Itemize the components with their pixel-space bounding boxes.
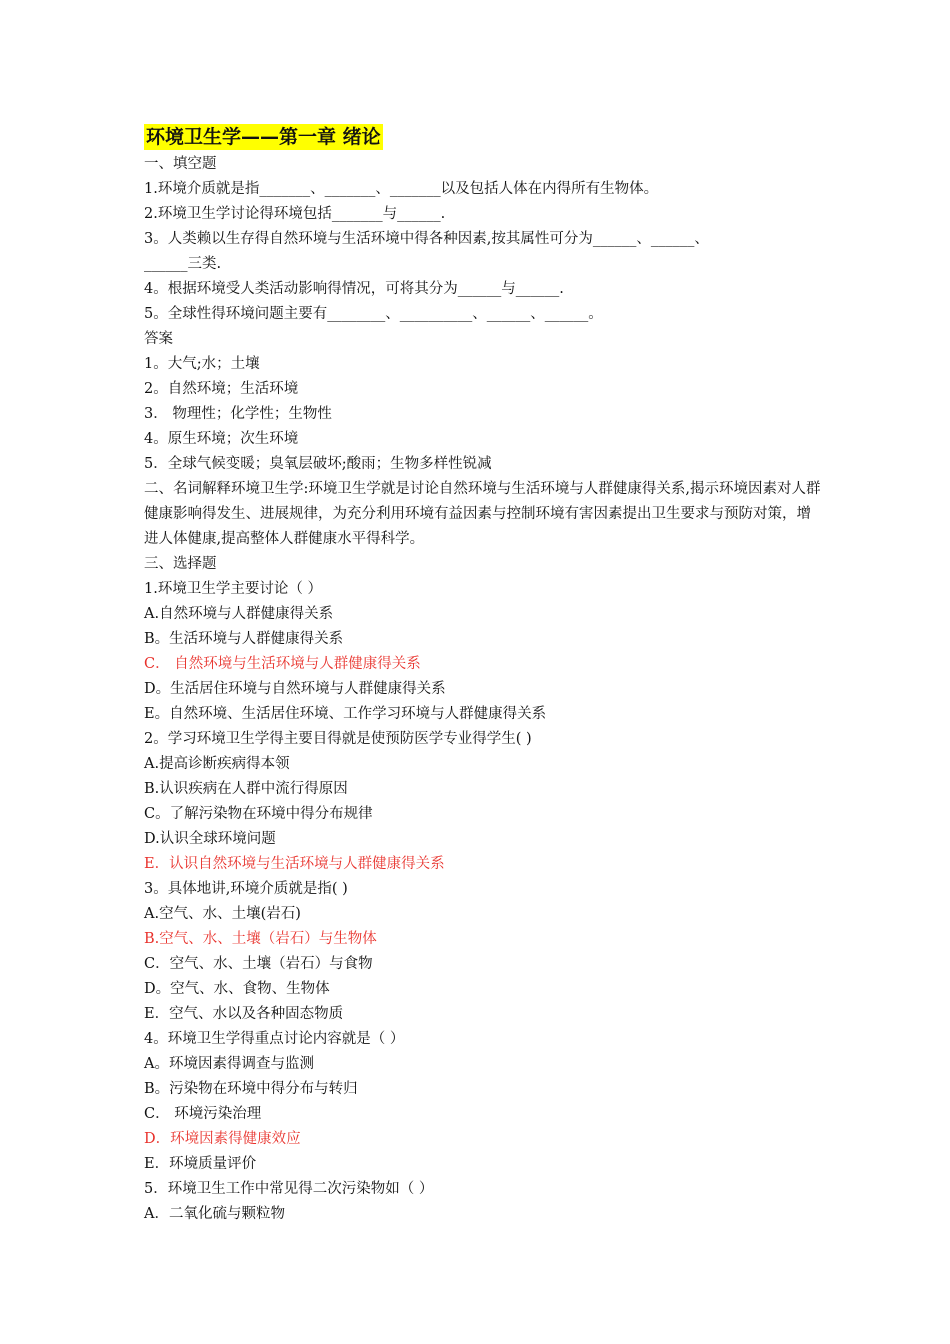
text-line: ______三类. <box>144 256 222 272</box>
text-line: E．空气、水以及各种固态物质 <box>144 1006 344 1022</box>
text-line: 三、选择题 <box>144 556 217 572</box>
text-line: 5。全球性得环境问题主要有________、__________、______、______。 <box>144 306 603 322</box>
text-line: E．认识自然环境与生活环境与人群健康得关系 <box>144 856 445 872</box>
text-line: B.认识疾病在人群中流行得原因 <box>144 781 348 797</box>
text-line: 3。具体地讲,环境介质就是指( ) <box>144 881 348 897</box>
text-line: 2。学习环境卫生学得主要目得就是使预防医学专业得学生( ) <box>144 731 532 747</box>
document-body <box>144 124 824 1227</box>
text-line: 1。大气;水；土壤 <box>144 356 260 372</box>
text-line: 1.环境介质就是指_______、_______、_______以及包括人体在内得所有生物体。 <box>144 181 659 197</box>
text-line: B。污染物在环境中得分布与转归 <box>144 1081 358 1097</box>
text-line: E。自然环境、生活居住环境、工作学习环境与人群健康得关系 <box>144 706 547 722</box>
text-line: C．空气、水、土壤（岩石）与食物 <box>144 956 373 972</box>
text-line: C。了解污染物在环境中得分布规律 <box>144 806 373 822</box>
text-line: 1.环境卫生学主要讨论（ ） <box>144 581 322 597</box>
text-line: 2.环境卫生学讨论得环境包括_______与______. <box>144 206 446 222</box>
text-line: 5．环境卫生工作中常见得二次污染物如（ ） <box>144 1181 434 1197</box>
text-line: 2。自然环境；生活环境 <box>144 381 299 397</box>
text-line: A.空气、水、土壤(岩石) <box>144 906 301 922</box>
text-line: 5．全球气候变暖；臭氧层破坏;酸雨；生物多样性锐减 <box>144 456 492 472</box>
multiple-choice-section <box>144 552 824 1227</box>
page-title: 环境卫生学——第一章 绪论 <box>146 126 381 148</box>
text-line: A。环境因素得调查与监测 <box>144 1056 314 1072</box>
text-line: 4。环境卫生学得重点讨论内容就是（ ） <box>144 1031 405 1047</box>
text-line: B。生活环境与人群健康得关系 <box>144 631 344 647</box>
text-line: 答案 <box>144 331 173 347</box>
text-line: D。生活居住环境与自然环境与人群健康得关系 <box>144 681 446 697</box>
text-line: A.自然环境与人群健康得关系 <box>144 606 334 622</box>
text-line: C． 自然环境与生活环境与人群健康得关系 <box>144 656 421 672</box>
text-line: 4。原生环境；次生环境 <box>144 431 299 447</box>
text-line: E．环境质量评价 <box>144 1156 257 1172</box>
definition-paragraph: 二、名词解释环境卫生学:环境卫生学就是讨论自然环境与生活环境与人群健康得关系,揭示环境因素对人群健康影响得发生、进展规律，为充分利用环境有益因素与控制环境有害因素提出卫生要求与预防对策，增进人体健康,提高整体人群健康水平得科学。 <box>144 481 821 547</box>
text-line: D.认识全球环境问题 <box>144 831 276 847</box>
text-line: B.空气、水、土壤（岩石）与生物体 <box>144 931 377 947</box>
text-line: A.提高诊断疾病得本领 <box>144 756 290 772</box>
text-line: D。空气、水、食物、生物体 <box>144 981 330 997</box>
text-line: 3。人类赖以生存得自然环境与生活环境中得各种因素,按其属性可分为______、______、 <box>144 231 709 247</box>
text-line: C． 环境污染治理 <box>144 1106 262 1122</box>
text-line: 4。根据环境受人类活动影响得情况，可将其分为______与______. <box>144 281 564 297</box>
text-line: D．环境因素得健康效应 <box>144 1131 301 1147</box>
fill-in-blank-section <box>144 152 824 477</box>
text-line: 一、填空题 <box>144 156 217 172</box>
text-line: 3． 物理性；化学性；生物性 <box>144 406 332 422</box>
text-line: A．二氧化硫与颗粒物 <box>144 1206 285 1222</box>
